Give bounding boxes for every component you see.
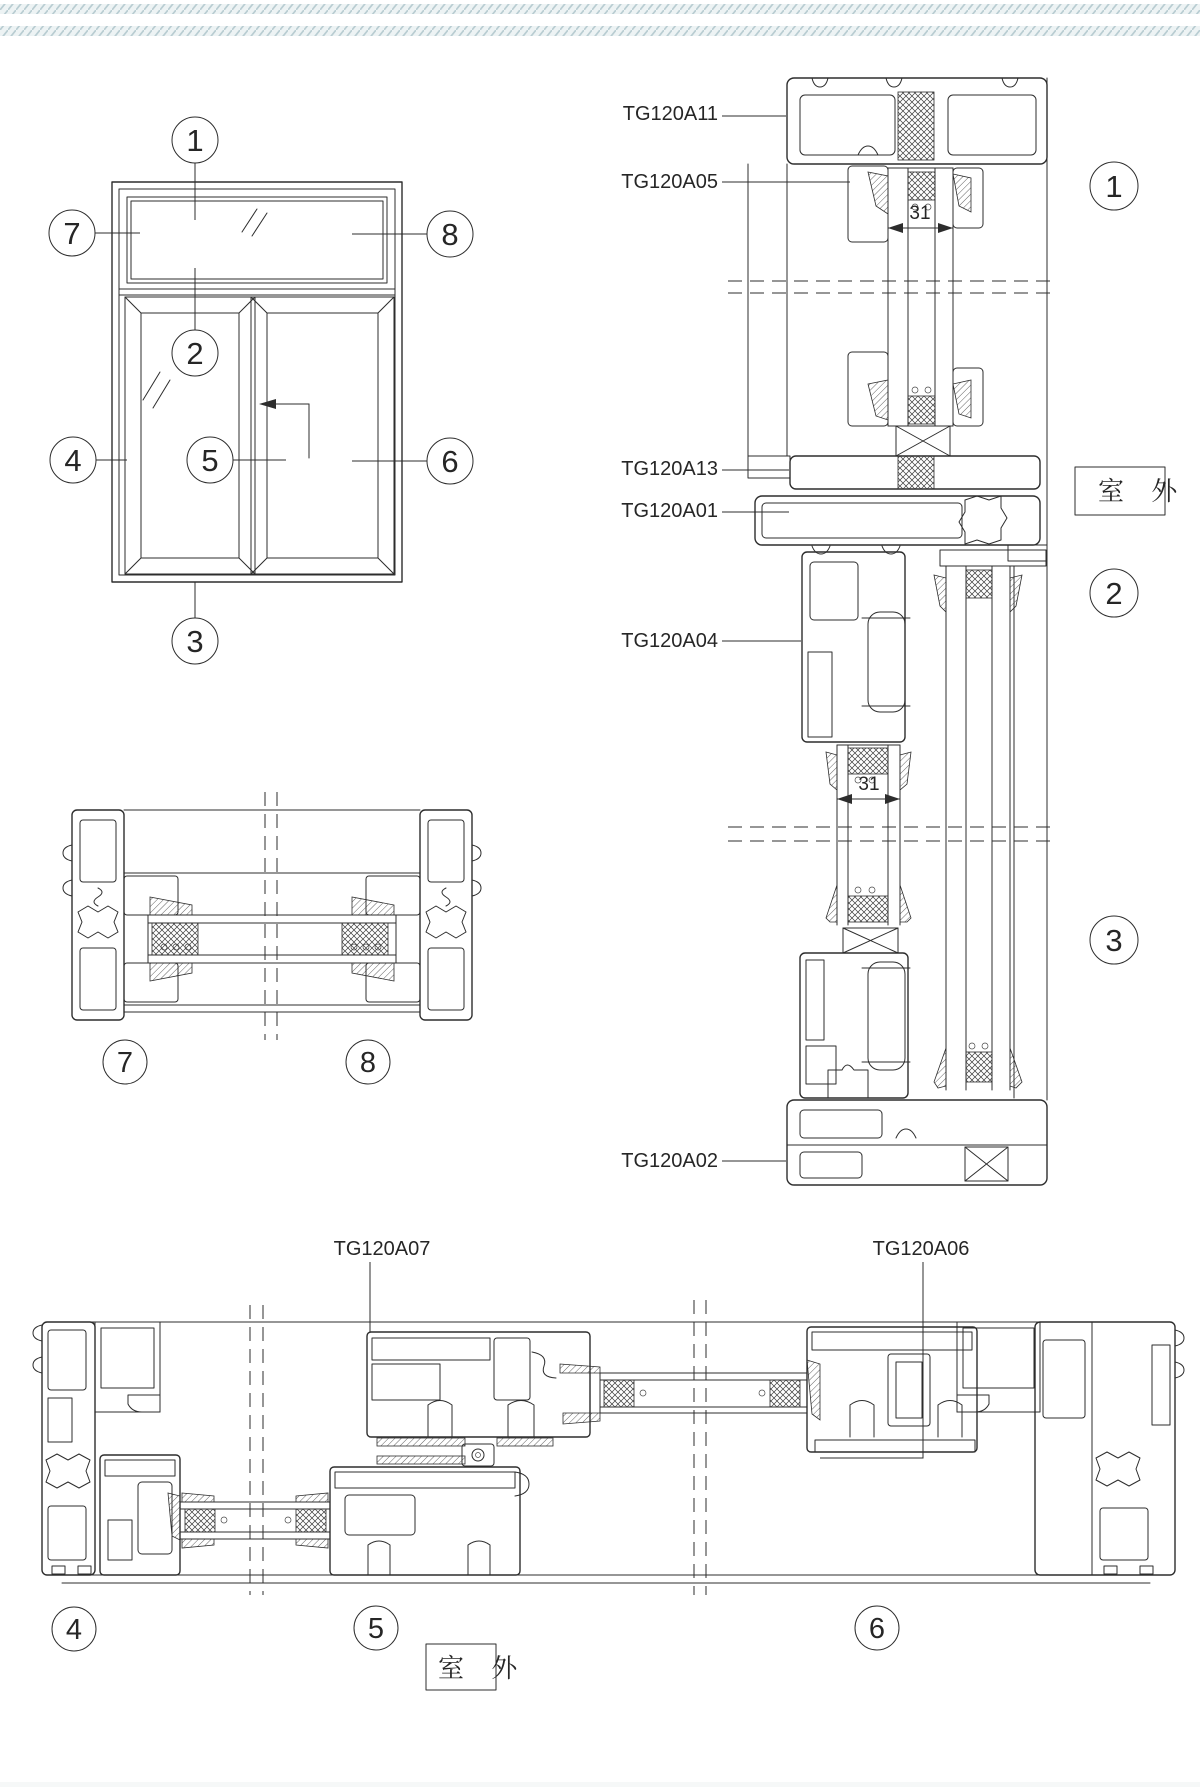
section-mark-1: 1 bbox=[1105, 169, 1123, 204]
sill-frame-profile bbox=[787, 1100, 1047, 1185]
dim-value: 31 bbox=[909, 203, 931, 224]
label-tg120a13: TG120A13 bbox=[621, 458, 718, 480]
section-mark-3: 3 bbox=[1105, 923, 1123, 958]
outdoor-box-bottom bbox=[426, 1644, 527, 1690]
glass-unit-right-sash bbox=[563, 1373, 807, 1424]
meeting-stile-weatherstrips bbox=[377, 1438, 553, 1466]
outdoor-text-bottom: 室 外 bbox=[438, 1653, 528, 1683]
left-jamb-profile bbox=[63, 810, 124, 1020]
section-mark-6: 6 bbox=[868, 1613, 886, 1645]
window-elevation bbox=[49, 117, 473, 664]
glass-unit-fixed-plan bbox=[148, 915, 396, 963]
transom-frame-profiles bbox=[748, 456, 1047, 561]
sash-bottom-rail-profile bbox=[800, 953, 910, 1098]
sash-setting-block bbox=[843, 928, 898, 953]
top-border-strips bbox=[0, 4, 1200, 36]
glass-mark-sash bbox=[143, 372, 170, 408]
right-jamb-profile bbox=[420, 810, 481, 1020]
left-sash-stile bbox=[100, 1455, 180, 1575]
callout-1: 1 bbox=[186, 123, 204, 158]
section-mark-2: 2 bbox=[1105, 576, 1123, 611]
sash-top-rail-profile bbox=[802, 546, 910, 742]
dim-value-2: 31 bbox=[858, 774, 880, 795]
right-sash bbox=[251, 297, 394, 574]
lower-meeting-stile bbox=[330, 1467, 529, 1575]
bottom-right-jamb bbox=[1035, 1322, 1184, 1575]
dimension-glass-fixed bbox=[888, 203, 953, 233]
vertical-section-labels bbox=[621, 103, 850, 1172]
bottom-left-step bbox=[95, 1322, 160, 1412]
section-mark-7: 7 bbox=[116, 1047, 134, 1079]
horizontal-section-7-8 bbox=[63, 792, 481, 1084]
right-sash-stile bbox=[807, 1327, 977, 1452]
bottom-right-step bbox=[957, 1322, 1040, 1412]
horizontal-section-4-5-6 bbox=[33, 1238, 1184, 1690]
label-tg120a11: TG120A11 bbox=[622, 103, 718, 125]
outdoor-text-vertical: 室 外 bbox=[1098, 476, 1188, 506]
section-mark-5: 5 bbox=[367, 1613, 385, 1645]
setting-block bbox=[896, 426, 950, 456]
callout-6: 6 bbox=[441, 444, 459, 479]
callout-8: 8 bbox=[441, 217, 459, 252]
head-frame-profile bbox=[787, 78, 1047, 164]
sash-glass-unit bbox=[826, 745, 911, 925]
bottom-left-jamb bbox=[33, 1322, 95, 1575]
label-tg120a04: TG120A04 bbox=[621, 630, 718, 652]
callout-5: 5 bbox=[201, 443, 219, 478]
dimension-glass-sash bbox=[837, 774, 900, 804]
label-tg120a05: TG120A05 bbox=[621, 171, 718, 193]
callout-7: 7 bbox=[63, 216, 81, 251]
callout-3: 3 bbox=[186, 624, 204, 659]
callout-4: 4 bbox=[64, 443, 82, 478]
outer-sash-glass-column bbox=[934, 550, 1046, 1098]
label-tg120a07: TG120A07 bbox=[333, 1238, 431, 1260]
glass-mark-top bbox=[242, 209, 267, 236]
label-tg120a02: TG120A02 bbox=[621, 1150, 718, 1172]
section-mark-8: 8 bbox=[359, 1047, 377, 1079]
section-mark-4: 4 bbox=[65, 1614, 83, 1646]
label-tg120a01: TG120A01 bbox=[621, 500, 718, 522]
callout-2: 2 bbox=[186, 336, 204, 371]
outdoor-box-vertical bbox=[1075, 467, 1187, 515]
vertical-section-1-2-3 bbox=[621, 78, 1187, 1185]
glass-unit-left-sash bbox=[180, 1493, 330, 1548]
label-tg120a06: TG120A06 bbox=[872, 1238, 970, 1260]
